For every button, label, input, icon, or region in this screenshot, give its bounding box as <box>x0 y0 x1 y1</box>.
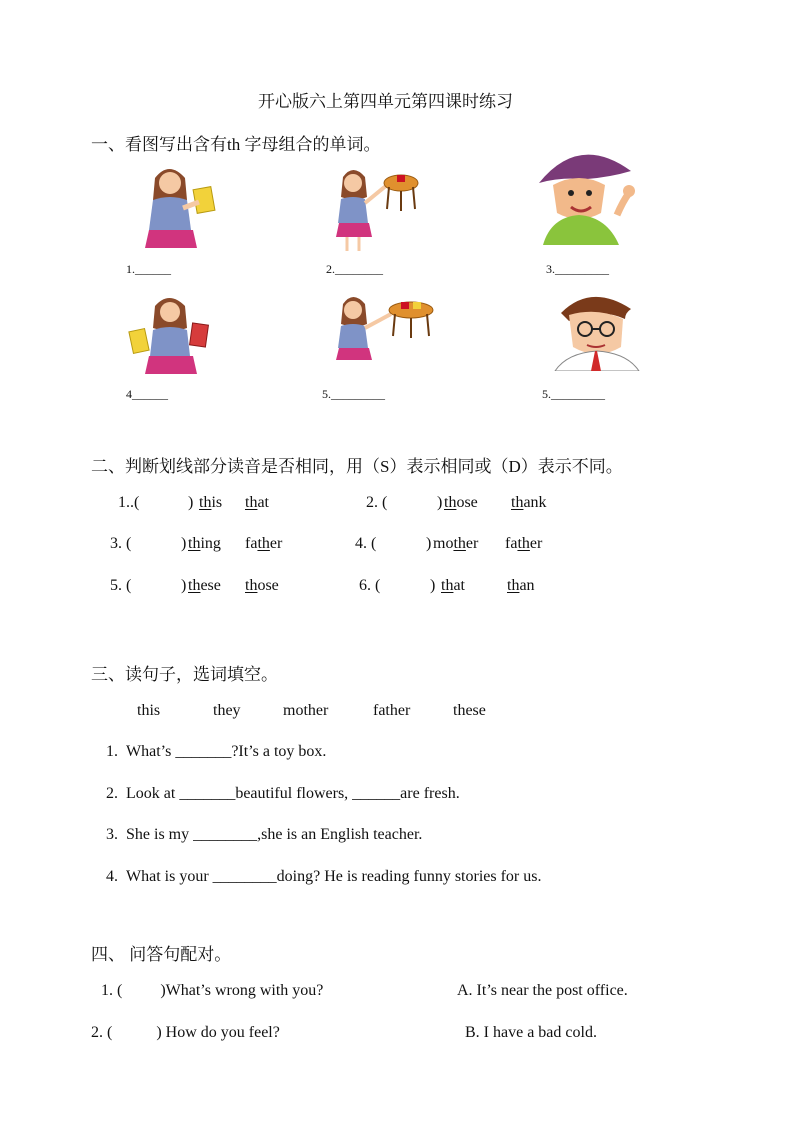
girl-with-two-books-illustration <box>127 292 217 382</box>
sentence-2: 2. Look at _______beautiful flowers, ______are fresh. <box>106 785 460 802</box>
phonics-item-5-answer[interactable]: ) <box>181 577 187 594</box>
word-bank-father: father <box>373 702 411 719</box>
match-question-1: 1. ( )What’s wrong with you? <box>101 982 324 999</box>
match-answer-b: B. I have a bad cold. <box>465 1024 597 1041</box>
phonics-item-5: 5. ( <box>110 577 132 594</box>
section2-heading: 二、判断划线部分读音是否相同，用（S）表示相同或（D）表示不同。 <box>91 457 623 476</box>
item-1-label: 1.______ <box>126 262 171 276</box>
match-answer-a: A. It’s near the post office. <box>457 982 628 999</box>
word-bank-they: they <box>213 702 241 719</box>
phonics-item-1: 1..( <box>118 494 140 511</box>
phonics-item-2: 2. ( <box>366 494 388 511</box>
girl-with-book-illustration <box>135 158 225 250</box>
phonics-item-3-word1: thing <box>188 535 221 552</box>
phonics-item-1-word1: this <box>199 494 223 511</box>
page-title: 开心版六上第四单元第四课时练习 <box>258 92 513 111</box>
phonics-item-6-answer[interactable]: ) <box>430 577 436 594</box>
phonics-item-1-word2: that <box>245 494 269 511</box>
match-question-2: 2. ( ) How do you feel? <box>91 1024 280 1041</box>
section4-heading: 四、 问答句配对。 <box>91 945 232 964</box>
word-bank-these: these <box>453 702 486 719</box>
item-6-label: 5._________ <box>542 387 605 401</box>
section1-heading: 一、看图写出含有th 字母组合的单词。 <box>91 135 381 154</box>
item-4-label: 4______ <box>126 387 168 401</box>
word-bank-this: this <box>137 702 161 719</box>
phonics-item-3-answer[interactable]: ) <box>181 535 187 552</box>
phonics-item-4-word2: father <box>505 535 543 552</box>
phonics-item-6-word2: than <box>507 577 535 594</box>
sentence-1: 1. What’s _______?It’s a toy box. <box>106 743 327 760</box>
phonics-item-6-word1: that <box>441 577 465 594</box>
phonics-item-5-word2: those <box>245 577 279 594</box>
phonics-item-3: 3. ( <box>110 535 132 552</box>
man-with-glasses-illustration <box>547 293 647 371</box>
item-3-label: 3._________ <box>546 262 609 276</box>
phonics-item-4-word1: mother <box>433 535 479 552</box>
item-5-label: 5._________ <box>322 387 385 401</box>
girl-pointing-table-books-illustration <box>335 292 435 372</box>
phonics-item-4: 4. ( <box>355 535 377 552</box>
phonics-item-2-word1: those <box>444 494 478 511</box>
woman-waving-illustration <box>533 145 635 245</box>
phonics-item-2-word2: thank <box>511 494 547 511</box>
phonics-item-4-answer[interactable]: ) <box>426 535 432 552</box>
section3-heading: 三、读句子，选词填空。 <box>91 665 278 684</box>
phonics-item-2-answer[interactable]: ) <box>437 494 443 511</box>
phonics-item-3-word2: father <box>245 535 283 552</box>
girl-pointing-table-illustration <box>335 165 420 253</box>
item-2-label: 2.________ <box>326 262 383 276</box>
phonics-item-1-answer[interactable]: ) <box>188 494 194 511</box>
phonics-item-6: 6. ( <box>359 577 381 594</box>
sentence-3: 3. She is my ________,she is an English teacher. <box>106 826 423 843</box>
phonics-item-5-word1: these <box>188 577 221 594</box>
word-bank-mother: mother <box>283 702 329 719</box>
sentence-4: 4. What is your ________doing? He is reading funny stories for us. <box>106 868 542 885</box>
